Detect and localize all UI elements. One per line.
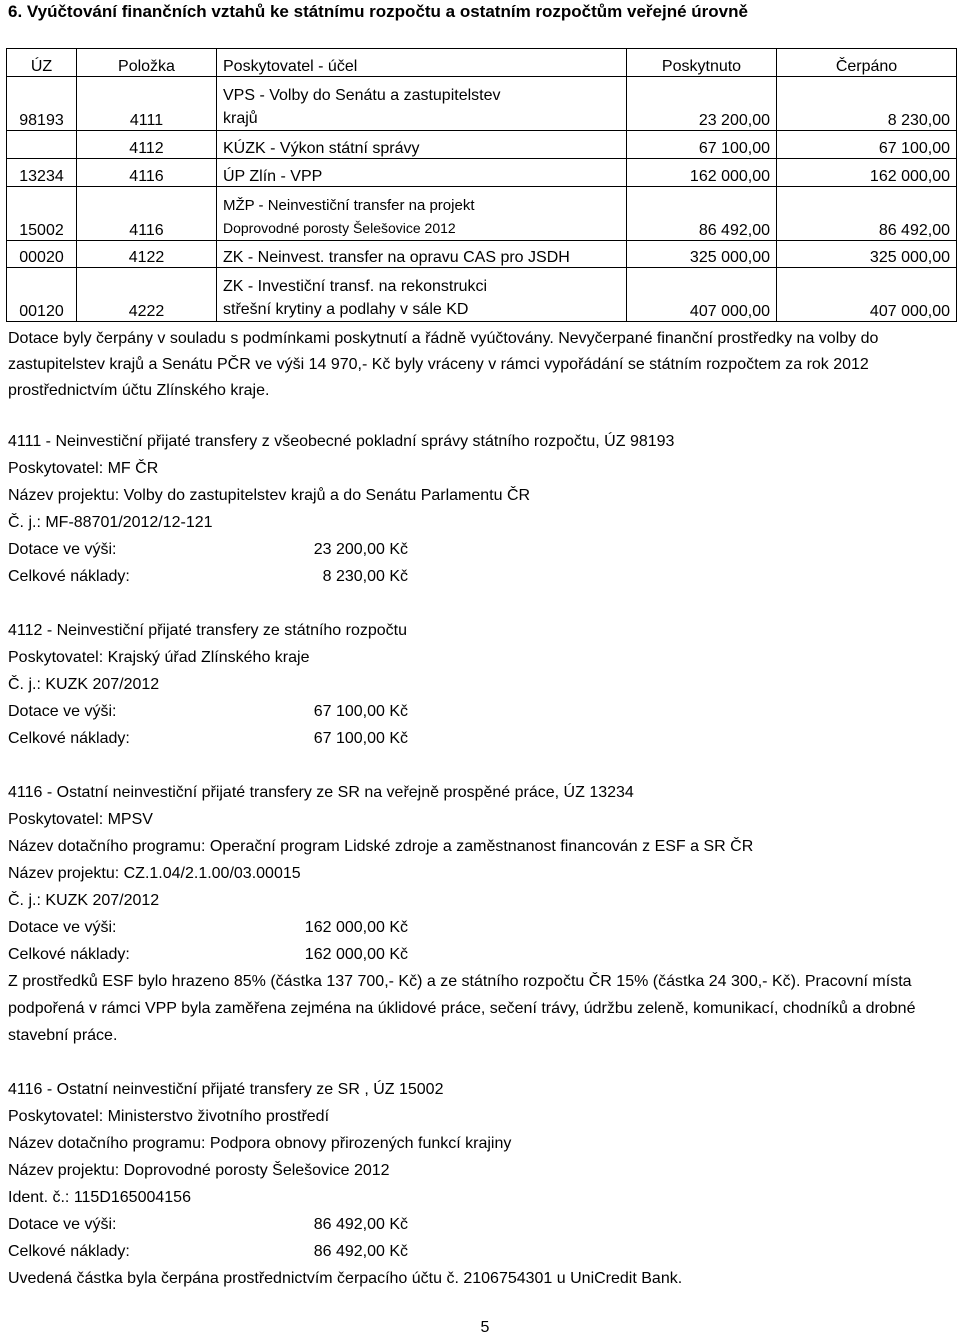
- header-cerpano: Čerpáno: [777, 49, 957, 77]
- section-note: Uvedená částka byla čerpána prostřednictvím čerpacího účtu č. 2106754301 u UniCredit Bank.: [8, 1270, 683, 1287]
- grant-label: Dotace ve výši:: [8, 1216, 117, 1233]
- grant-label: Dotace ve výši:: [8, 703, 117, 720]
- provider-line: Poskytovatel: MF ČR: [8, 460, 159, 477]
- header-provider: Poskytovatel - účel: [217, 49, 627, 77]
- provider-line: Poskytovatel: Ministerstvo životního prostředí: [8, 1108, 330, 1125]
- cell-provider: ÚP Zlín - VPP: [217, 159, 627, 187]
- section-title: 4112 - Neinvestiční přijaté transfery ze státního rozpočtu: [8, 622, 408, 639]
- cost-label: Celkové náklady:: [8, 946, 130, 963]
- grant-label: Dotace ve výši:: [8, 919, 117, 936]
- provider-line-2: Doprovodné porosty Šelešovice 2012: [223, 220, 456, 236]
- table-row: [7, 268, 957, 322]
- table-row: [7, 241, 957, 268]
- provider-line-2: střešní krytiny a podlahy v sále KD: [223, 301, 469, 318]
- cell-provider: [217, 268, 627, 322]
- cost-label: Celkové náklady:: [8, 1243, 130, 1260]
- grant-value: 162 000,00 Kč: [304, 919, 408, 936]
- project-line: Název projektu: Doprovodné porosty Šelešovice 2012: [8, 1162, 390, 1179]
- cell-poskytnuto: 325 000,00: [627, 241, 777, 268]
- cell-poskytnuto: 162 000,00: [627, 159, 777, 187]
- program-line: Název dotačního programu: Podpora obnovy přirozených funkcí krajiny: [8, 1135, 512, 1152]
- grant-row: [8, 698, 952, 725]
- page-number: 5: [480, 1319, 490, 1336]
- cell-cerpano: 325 000,00: [777, 241, 957, 268]
- cell-provider: [217, 187, 627, 241]
- cell-cerpano: 67 100,00: [777, 131, 957, 159]
- cost-value: 162 000,00 Kč: [304, 946, 408, 963]
- cell-polozka: 4112: [77, 131, 217, 159]
- grant-label: Dotace ve výši:: [8, 541, 117, 558]
- section-title: 4116 - Ostatní neinvestiční přijaté transfery ze SR , ÚZ 15002: [8, 1081, 444, 1098]
- section-4116-13234: [8, 779, 952, 1049]
- provider-line: Poskytovatel: Krajský úřad Zlínského kraje: [8, 649, 310, 666]
- cost-value: 86 492,00 Kč: [313, 1243, 408, 1260]
- grant-value: 86 492,00 Kč: [313, 1216, 408, 1233]
- cell-polozka: 4222: [77, 268, 217, 322]
- section-title: 4116 - Ostatní neinvestiční přijaté transfery ze SR na veřejně prospěné práce, ÚZ 13234: [8, 784, 634, 801]
- grant-row: [8, 1211, 952, 1238]
- grant-row: [8, 914, 952, 941]
- ident-line: Ident. č.: 115D165004156: [8, 1189, 191, 1206]
- cell-uz: 98193: [7, 77, 77, 131]
- section-title: 4111 - Neinvestiční přijaté transfery z všeobecné pokladní správy státního rozpočtu, ÚZ 98193: [8, 433, 675, 450]
- cost-label: Celkové náklady:: [8, 730, 130, 747]
- provider-line-1: ZK - Investiční transf. na rekonstrukci: [223, 278, 488, 295]
- provider-line-1: MŽP - Neinvestiční transfer na projekt: [223, 197, 475, 214]
- header-uz: ÚZ: [7, 49, 77, 77]
- reference-line: Č. j.: MF-88701/2012/12-121: [8, 514, 213, 531]
- section-4112: [8, 617, 952, 752]
- cell-provider: KÚZK - Výkon státní správy: [217, 131, 627, 159]
- cost-row: [8, 725, 952, 752]
- cell-polozka: 4122: [77, 241, 217, 268]
- cost-row: [8, 941, 952, 968]
- cell-uz: 00120: [7, 268, 77, 322]
- cell-poskytnuto: 23 200,00: [627, 77, 777, 131]
- table-row: [7, 187, 957, 241]
- grant-row: [8, 536, 952, 563]
- cell-polozka: 4111: [77, 77, 217, 131]
- cell-cerpano: 162 000,00: [777, 159, 957, 187]
- cell-cerpano: 86 492,00: [777, 187, 957, 241]
- cell-cerpano: 407 000,00: [777, 268, 957, 322]
- section-heading: 6. Vyúčtování finančních vztahů ke státnímu rozpočtu a ostatním rozpočtům veřejné úrovně: [8, 2, 748, 21]
- provider-line-2: krajů: [223, 110, 258, 127]
- header-polozka: Položka: [77, 49, 217, 77]
- grant-value: 67 100,00 Kč: [313, 703, 408, 720]
- cell-provider: [217, 77, 627, 131]
- header-poskytnuto: Poskytnuto: [627, 49, 777, 77]
- cell-uz: 00020: [7, 241, 77, 268]
- section-4111: [8, 428, 952, 590]
- cost-row: [8, 563, 952, 590]
- table-row: [7, 77, 957, 131]
- grant-value: 23 200,00 Kč: [313, 541, 408, 558]
- cell-cerpano: 8 230,00: [777, 77, 957, 131]
- reference-line: Č. j.: KUZK 207/2012: [8, 892, 160, 909]
- cost-value: 67 100,00 Kč: [313, 730, 408, 747]
- cell-polozka: 4116: [77, 187, 217, 241]
- table-row: [7, 131, 957, 159]
- transfers-table: [6, 48, 957, 322]
- cell-uz: 13234: [7, 159, 77, 187]
- cell-poskytnuto: 67 100,00: [627, 131, 777, 159]
- section-4116-15002: [8, 1076, 952, 1292]
- cell-poskytnuto: 407 000,00: [627, 268, 777, 322]
- table-row: [7, 159, 957, 187]
- cell-polozka: 4116: [77, 159, 217, 187]
- cell-provider: ZK - Neinvest. transfer na opravu CAS pro JSDH: [217, 241, 627, 268]
- project-line: Název projektu: CZ.1.04/2.1.00/03.00015: [8, 865, 301, 882]
- cell-uz: 15002: [7, 187, 77, 241]
- table-header-row: [7, 49, 957, 77]
- project-line: Název projektu: Volby do zastupitelstev krajů a do Senátu Parlamentu ČR: [8, 487, 531, 504]
- program-line: Název dotačního programu: Operační program Lidské zdroje a zaměstnanost financován z ESF a SR ČR: [8, 838, 754, 855]
- table-note: Dotace byly čerpány v souladu s podmínkami poskytnutí a řádně vyúčtovány. Nevyčerpané finanční prostředky na volby do zastupitelstev krajů a Senátu PČR ve výši 14 970,- Kč byly vráceny v rámci vypořádání se státním rozpočtem za rok 2012 prostřednictvím účtu Zlínského kraje.: [8, 330, 879, 399]
- cost-row: [8, 1238, 952, 1265]
- cost-label: Celkové náklady:: [8, 568, 130, 585]
- provider-line-1: VPS - Volby do Senátu a zastupitelstev: [223, 87, 501, 104]
- cost-value: 8 230,00 Kč: [322, 568, 408, 585]
- reference-line: Č. j.: KUZK 207/2012: [8, 676, 160, 693]
- cell-uz: [7, 131, 77, 159]
- provider-line: Poskytovatel: MPSV: [8, 811, 153, 828]
- cell-poskytnuto: 86 492,00: [627, 187, 777, 241]
- section-note: Z prostředků ESF bylo hrazeno 85% (částka 137 700,- Kč) a ze státního rozpočtu ČR 15% (částka 24 300,- Kč). Pracovní místa podpořená v rámci VPP byla zaměřena zejména na úklidové práce, sečení trávy, údržbu zeleně, komunikací, chodníků a drobné stavební práce.: [8, 973, 916, 1044]
